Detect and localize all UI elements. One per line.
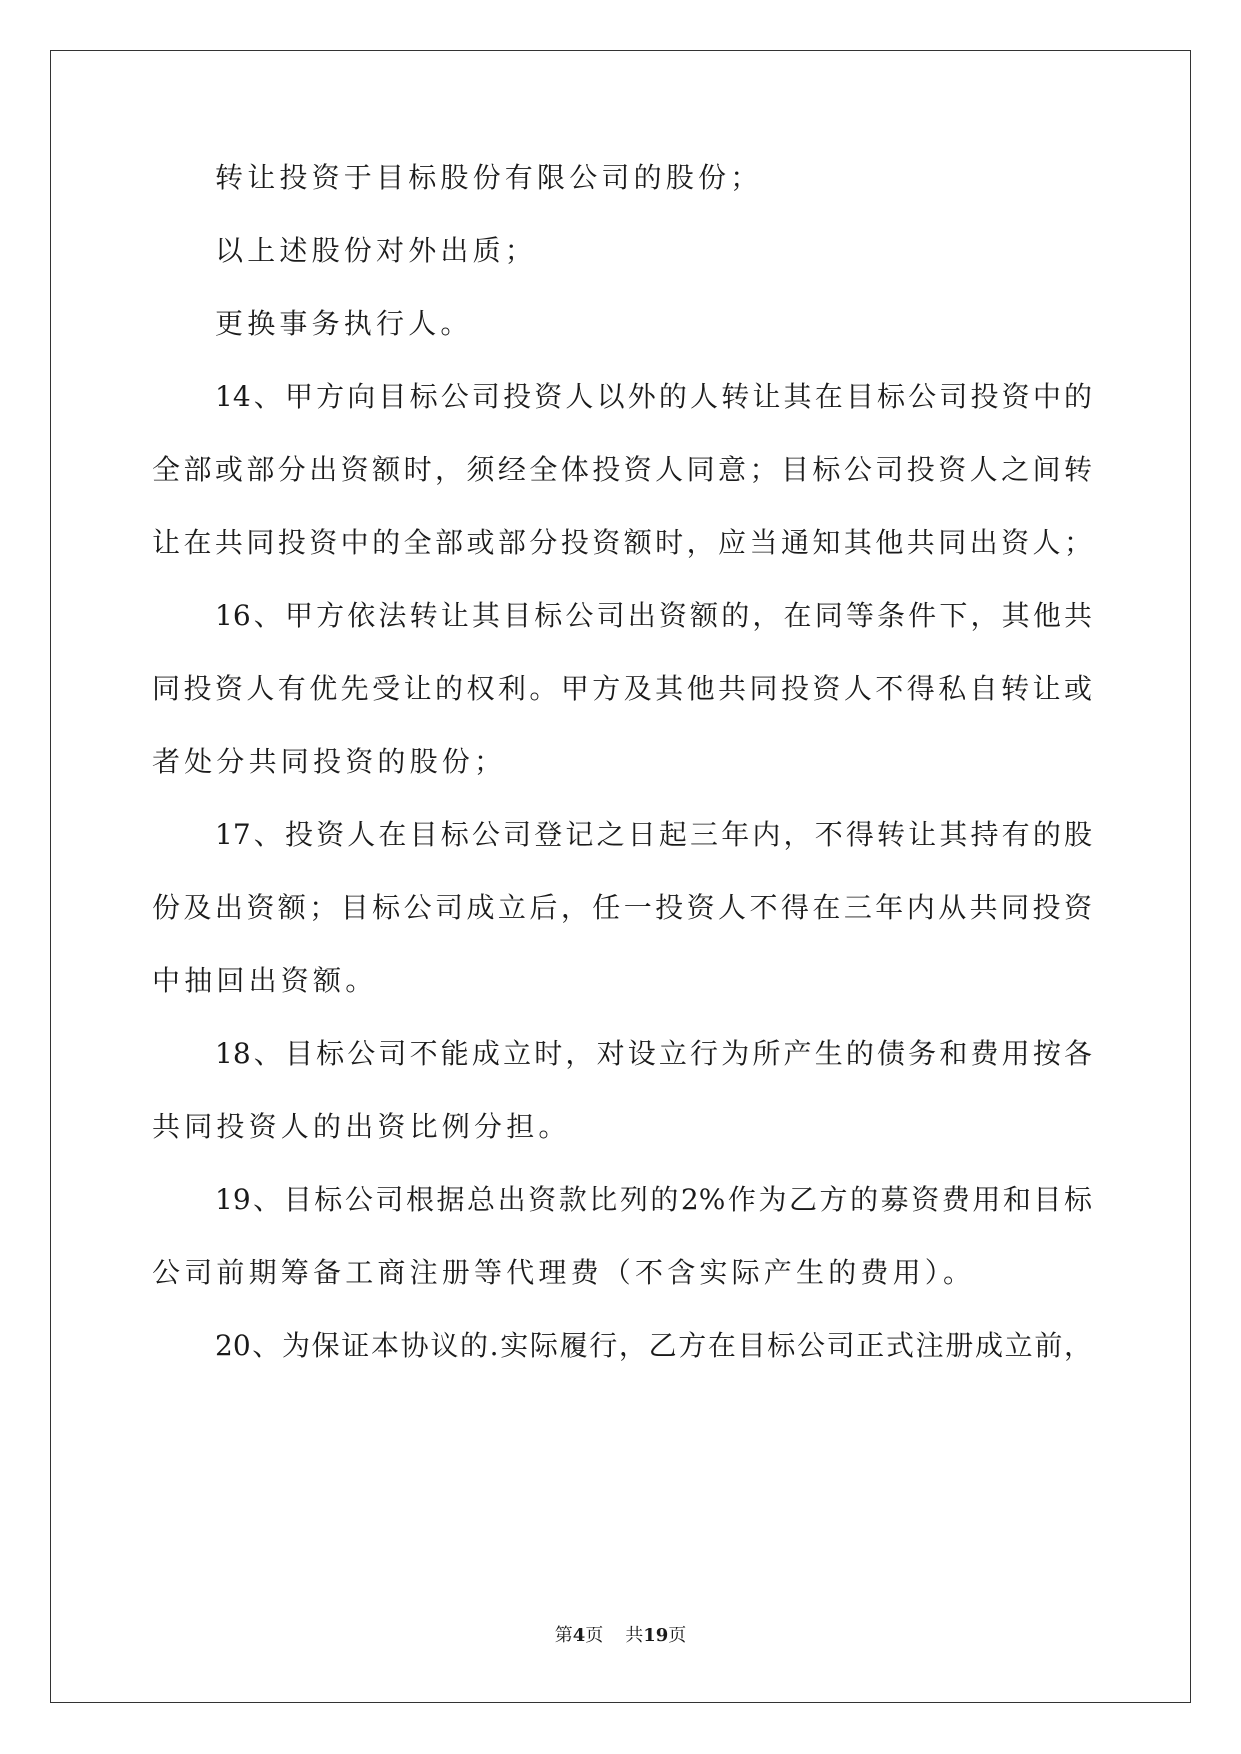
text-line: 同投资人有优先受让的权利。甲方及其他共同投资人不得私自转让或 bbox=[152, 672, 1092, 705]
text-line: 转让投资于目标股份有限公司的股份； bbox=[215, 161, 763, 194]
text-line: 17、投资人在目标公司登记之日起三年内，不得转让其持有的股 bbox=[215, 818, 1092, 851]
footer-total-prefix: 共 bbox=[625, 1625, 644, 1646]
text-line: 16、甲方依法转让其目标公司出资额的，在同等条件下，其他共 bbox=[215, 599, 1092, 632]
footer-total-suffix: 页 bbox=[668, 1625, 687, 1646]
text-line: 全部或部分出资额时，须经全体投资人同意；目标公司投资人之间转 bbox=[152, 453, 1092, 486]
text-line: 共同投资人的出资比例分担。 bbox=[152, 1110, 571, 1143]
text-line: 20、为保证本协议的.实际履行，乙方在目标公司正式注册成立前， bbox=[215, 1329, 1092, 1362]
text-line: 18、目标公司不能成立时，对设立行为所产生的债务和费用按各 bbox=[215, 1037, 1092, 1070]
total-pages: 19 bbox=[643, 1625, 669, 1646]
text-line: 19、目标公司根据总出资款比列的2%作为乙方的募资费用和目标 bbox=[215, 1183, 1092, 1216]
text-line: 份及出资额；目标公司成立后，任一投资人不得在三年内从共同投资 bbox=[152, 891, 1092, 924]
page-number: 4 bbox=[572, 1625, 586, 1646]
text-line: 14、甲方向目标公司投资人以外的人转让其在目标公司投资中的 bbox=[215, 380, 1092, 413]
text-line: 以上述股份对外出质； bbox=[215, 234, 538, 267]
footer-prefix: 第 bbox=[554, 1625, 573, 1646]
text-line: 中抽回出资额。 bbox=[152, 964, 378, 997]
text-line: 公司前期筹备工商注册等代理费（不含实际产生的费用）。 bbox=[152, 1256, 976, 1289]
footer-page-suffix: 页 bbox=[585, 1625, 604, 1646]
text-line: 者处分共同投资的股份； bbox=[152, 745, 507, 778]
text-line: 让在共同投资中的全部或部分投资额时，应当通知其他共同出资人； bbox=[152, 526, 1092, 559]
text-line: 更换事务执行人。 bbox=[215, 307, 473, 340]
page-border bbox=[50, 50, 1191, 1703]
page-footer bbox=[0, 1624, 1241, 1648]
